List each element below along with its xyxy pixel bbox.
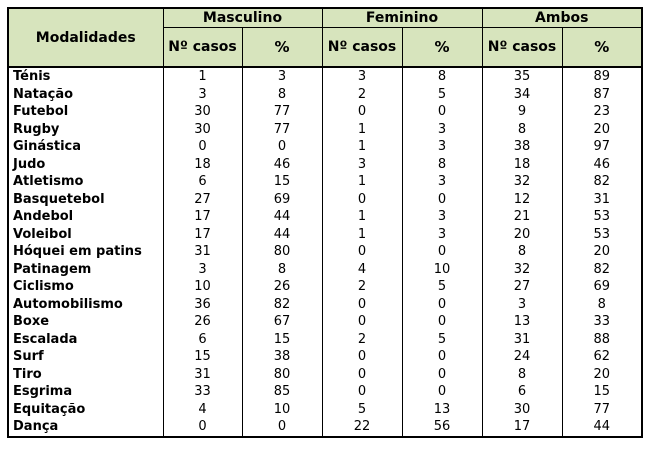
table-cell: 3 bbox=[402, 138, 482, 156]
table-cell: 20 bbox=[482, 226, 562, 244]
table-cell: 3 bbox=[482, 296, 562, 314]
table-cell: 31 bbox=[163, 366, 242, 384]
table-cell: 82 bbox=[562, 261, 642, 279]
table-cell: 17 bbox=[163, 226, 242, 244]
table-cell: 23 bbox=[562, 103, 642, 121]
table-cell: 17 bbox=[163, 208, 242, 226]
row-label: Patinagem bbox=[8, 261, 163, 279]
table-cell: 8 bbox=[402, 156, 482, 174]
table-cell: 6 bbox=[163, 331, 242, 349]
table-cell: 8 bbox=[242, 261, 322, 279]
table-cell: 10 bbox=[163, 278, 242, 296]
table-cell: 77 bbox=[242, 121, 322, 139]
table-cell: 0 bbox=[322, 103, 402, 121]
table-cell: 22 bbox=[322, 418, 402, 437]
table-cell: 0 bbox=[402, 296, 482, 314]
table-cell: 69 bbox=[242, 191, 322, 209]
table-cell: 33 bbox=[163, 383, 242, 401]
table-cell: 5 bbox=[322, 401, 402, 419]
table-row bbox=[8, 418, 642, 437]
table-cell: 0 bbox=[322, 191, 402, 209]
table-cell: 0 bbox=[402, 191, 482, 209]
table-row bbox=[8, 103, 642, 121]
table-cell: 8 bbox=[402, 67, 482, 86]
subheader-percent: % bbox=[562, 28, 642, 68]
table-cell: 4 bbox=[322, 261, 402, 279]
table-cell: 27 bbox=[482, 278, 562, 296]
table-cell: 4 bbox=[163, 401, 242, 419]
table-cell: 53 bbox=[562, 226, 642, 244]
table-cell: 56 bbox=[402, 418, 482, 437]
table-cell: 0 bbox=[402, 366, 482, 384]
table-row bbox=[8, 226, 642, 244]
table-cell: 3 bbox=[163, 86, 242, 104]
header-group-masculino: Masculino bbox=[163, 8, 322, 28]
table-body bbox=[8, 67, 642, 437]
table-cell: 44 bbox=[242, 226, 322, 244]
table-cell: 15 bbox=[562, 383, 642, 401]
table-cell: 0 bbox=[242, 418, 322, 437]
table-cell: 89 bbox=[562, 67, 642, 86]
table-cell: 6 bbox=[482, 383, 562, 401]
table-row bbox=[8, 331, 642, 349]
table-cell: 3 bbox=[242, 67, 322, 86]
table-cell: 85 bbox=[242, 383, 322, 401]
table-cell: 1 bbox=[322, 173, 402, 191]
table-cell: 36 bbox=[163, 296, 242, 314]
table-cell: 34 bbox=[482, 86, 562, 104]
table-cell: 80 bbox=[242, 243, 322, 261]
table-cell: 18 bbox=[163, 156, 242, 174]
table-cell: 20 bbox=[562, 366, 642, 384]
subheader-casos: Nº casos bbox=[163, 28, 242, 68]
table-cell: 6 bbox=[163, 173, 242, 191]
table-cell: 0 bbox=[322, 366, 402, 384]
table-cell: 0 bbox=[402, 103, 482, 121]
table-cell: 0 bbox=[163, 138, 242, 156]
table-cell: 1 bbox=[322, 138, 402, 156]
row-label: Atletismo bbox=[8, 173, 163, 191]
row-label: Basquetebol bbox=[8, 191, 163, 209]
table-cell: 15 bbox=[163, 348, 242, 366]
header-group-ambos: Ambos bbox=[482, 8, 642, 28]
table-cell: 26 bbox=[163, 313, 242, 331]
table-cell: 13 bbox=[482, 313, 562, 331]
table-cell: 10 bbox=[242, 401, 322, 419]
table-cell: 20 bbox=[562, 121, 642, 139]
table-cell: 82 bbox=[562, 173, 642, 191]
table-row bbox=[8, 191, 642, 209]
table-cell: 5 bbox=[402, 86, 482, 104]
table-cell: 2 bbox=[322, 86, 402, 104]
table-cell: 88 bbox=[562, 331, 642, 349]
table-cell: 10 bbox=[402, 261, 482, 279]
row-label: Automobilismo bbox=[8, 296, 163, 314]
table-cell: 46 bbox=[242, 156, 322, 174]
table-cell: 20 bbox=[562, 243, 642, 261]
table-cell: 35 bbox=[482, 67, 562, 86]
table-cell: 0 bbox=[402, 383, 482, 401]
table-row bbox=[8, 383, 642, 401]
table-cell: 3 bbox=[402, 226, 482, 244]
table-cell: 8 bbox=[562, 296, 642, 314]
table-cell: 77 bbox=[562, 401, 642, 419]
table-cell: 1 bbox=[322, 208, 402, 226]
table-row bbox=[8, 261, 642, 279]
table-cell: 30 bbox=[163, 121, 242, 139]
table-cell: 2 bbox=[322, 331, 402, 349]
table-row bbox=[8, 243, 642, 261]
table-cell: 0 bbox=[402, 348, 482, 366]
table-cell: 15 bbox=[242, 173, 322, 191]
table-cell: 21 bbox=[482, 208, 562, 226]
row-label: Judo bbox=[8, 156, 163, 174]
table-cell: 3 bbox=[163, 261, 242, 279]
subheader-casos: Nº casos bbox=[482, 28, 562, 68]
table-cell: 32 bbox=[482, 173, 562, 191]
table-cell: 38 bbox=[242, 348, 322, 366]
row-label: Rugby bbox=[8, 121, 163, 139]
row-label: Escalada bbox=[8, 331, 163, 349]
table-cell: 87 bbox=[562, 86, 642, 104]
table-cell: 0 bbox=[163, 418, 242, 437]
table-cell: 5 bbox=[402, 278, 482, 296]
table-cell: 9 bbox=[482, 103, 562, 121]
table-cell: 82 bbox=[242, 296, 322, 314]
header-group-feminino: Feminino bbox=[322, 8, 482, 28]
table-row bbox=[8, 366, 642, 384]
table-cell: 0 bbox=[322, 313, 402, 331]
table-cell: 0 bbox=[322, 348, 402, 366]
table-row bbox=[8, 348, 642, 366]
table-cell: 0 bbox=[322, 383, 402, 401]
table-cell: 62 bbox=[562, 348, 642, 366]
table-cell: 8 bbox=[242, 86, 322, 104]
row-label: Boxe bbox=[8, 313, 163, 331]
table-cell: 3 bbox=[402, 173, 482, 191]
table-cell: 0 bbox=[402, 313, 482, 331]
table-cell: 0 bbox=[322, 243, 402, 261]
table-cell: 0 bbox=[242, 138, 322, 156]
header-modalidades: Modalidades bbox=[8, 8, 163, 67]
row-label: Surf bbox=[8, 348, 163, 366]
table-row bbox=[8, 278, 642, 296]
table-cell: 1 bbox=[163, 67, 242, 86]
table-cell: 17 bbox=[482, 418, 562, 437]
table-row bbox=[8, 86, 642, 104]
table-cell: 31 bbox=[163, 243, 242, 261]
table-cell: 80 bbox=[242, 366, 322, 384]
table-cell: 15 bbox=[242, 331, 322, 349]
table-cell: 12 bbox=[482, 191, 562, 209]
table-row bbox=[8, 208, 642, 226]
table-cell: 8 bbox=[482, 121, 562, 139]
subheader-percent: % bbox=[402, 28, 482, 68]
row-label: Ténis bbox=[8, 67, 163, 86]
row-label: Ginástica bbox=[8, 138, 163, 156]
table-cell: 24 bbox=[482, 348, 562, 366]
row-label: Andebol bbox=[8, 208, 163, 226]
table-cell: 69 bbox=[562, 278, 642, 296]
table-row bbox=[8, 313, 642, 331]
table-cell: 97 bbox=[562, 138, 642, 156]
table-row bbox=[8, 401, 642, 419]
row-label: Futebol bbox=[8, 103, 163, 121]
table-cell: 3 bbox=[322, 156, 402, 174]
row-label: Tiro bbox=[8, 366, 163, 384]
table-cell: 0 bbox=[402, 243, 482, 261]
table-cell: 27 bbox=[163, 191, 242, 209]
row-label: Esgrima bbox=[8, 383, 163, 401]
row-label: Hóquei em patins bbox=[8, 243, 163, 261]
table-cell: 30 bbox=[482, 401, 562, 419]
row-label: Natação bbox=[8, 86, 163, 104]
table-cell: 3 bbox=[402, 121, 482, 139]
table-cell: 3 bbox=[402, 208, 482, 226]
table-cell: 44 bbox=[242, 208, 322, 226]
subheader-percent: % bbox=[242, 28, 322, 68]
table-row bbox=[8, 67, 642, 86]
table-cell: 8 bbox=[482, 243, 562, 261]
sports-table bbox=[7, 7, 643, 438]
table-cell: 32 bbox=[482, 261, 562, 279]
table-container bbox=[7, 7, 643, 438]
table-cell: 77 bbox=[242, 103, 322, 121]
table-cell: 8 bbox=[482, 366, 562, 384]
table-row bbox=[8, 156, 642, 174]
table-cell: 1 bbox=[322, 226, 402, 244]
table-cell: 1 bbox=[322, 121, 402, 139]
table-cell: 53 bbox=[562, 208, 642, 226]
table-cell: 46 bbox=[562, 156, 642, 174]
row-label: Voleibol bbox=[8, 226, 163, 244]
table-cell: 30 bbox=[163, 103, 242, 121]
table-cell: 31 bbox=[562, 191, 642, 209]
subheader-casos: Nº casos bbox=[322, 28, 402, 68]
table-cell: 5 bbox=[402, 331, 482, 349]
table-cell: 38 bbox=[482, 138, 562, 156]
table-row bbox=[8, 173, 642, 191]
table-row bbox=[8, 121, 642, 139]
table-header bbox=[8, 8, 642, 67]
table-row bbox=[8, 138, 642, 156]
row-label: Dança bbox=[8, 418, 163, 437]
table-cell: 13 bbox=[402, 401, 482, 419]
table-cell: 3 bbox=[322, 67, 402, 86]
table-cell: 67 bbox=[242, 313, 322, 331]
table-cell: 18 bbox=[482, 156, 562, 174]
table-cell: 33 bbox=[562, 313, 642, 331]
row-label: Equitação bbox=[8, 401, 163, 419]
table-cell: 31 bbox=[482, 331, 562, 349]
table-cell: 26 bbox=[242, 278, 322, 296]
table-cell: 44 bbox=[562, 418, 642, 437]
row-label: Ciclismo bbox=[8, 278, 163, 296]
table-row bbox=[8, 296, 642, 314]
table-cell: 2 bbox=[322, 278, 402, 296]
table-cell: 0 bbox=[322, 296, 402, 314]
